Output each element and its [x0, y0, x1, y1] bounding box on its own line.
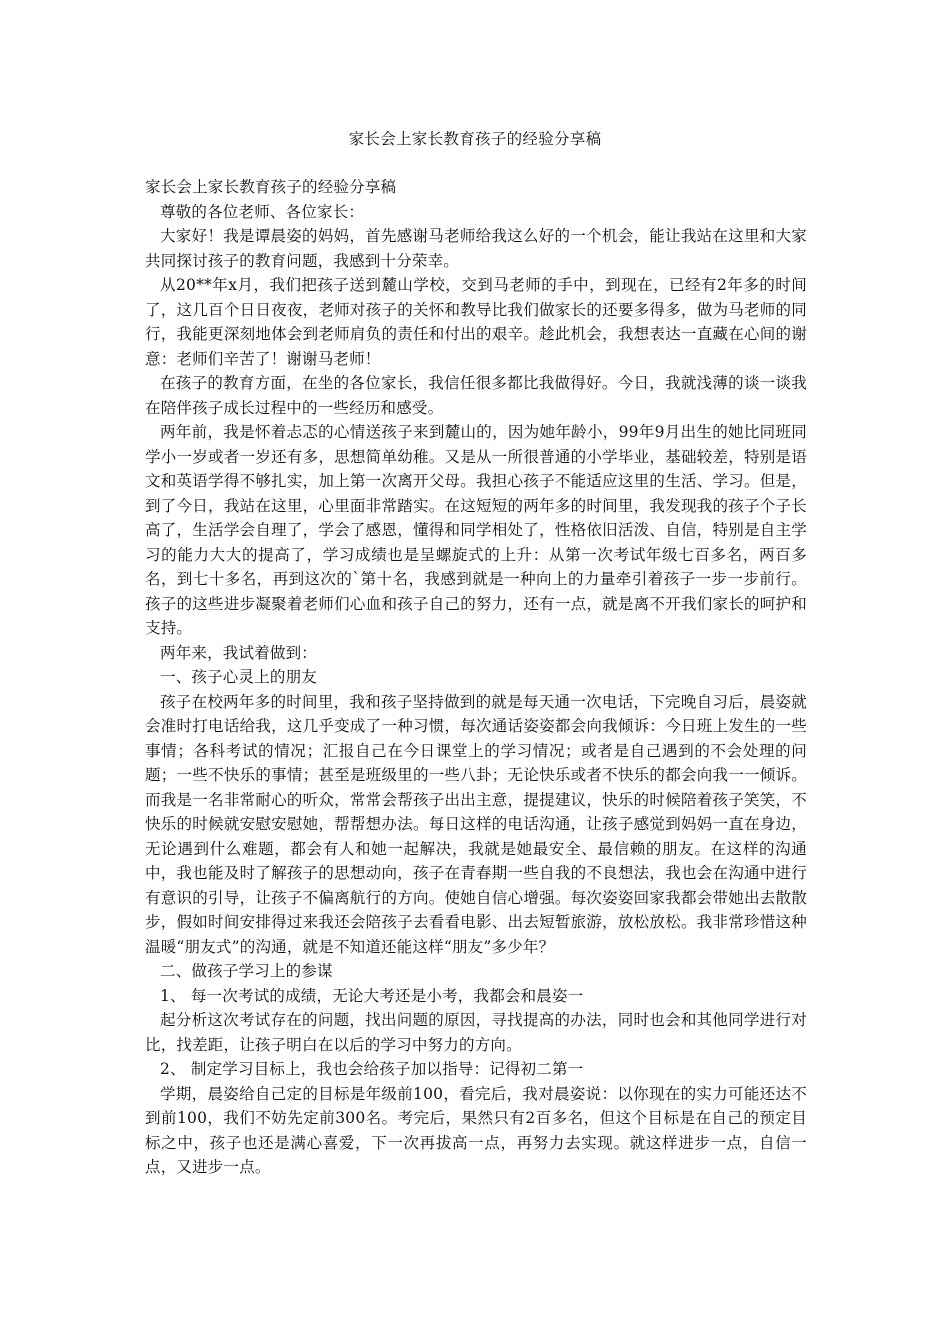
paragraph: 两年前，我是怀着忐忑的心情送孩子来到麓山的，因为她年龄小，99年9月出生的她比同班同学小一岁或者一岁还有多，思想简单幼稚。又是从一所很普通的小学毕业，基础较差，特别是语文和英语学得不够扎实，加上第一次离开父母。我担心孩子不能适应这里的生活、学习。但是，到了今日，我站在这里，心里面非常踏实。在这短短的两年多的时间里，我发现我的孩子个子长高了，生活学会自理了，学会了感恩，懂得和同学相处了，性格依旧活泼、自信，特别是自主学习的能力大大的提高了，学习成绩也是呈螺旋式的上升：从第一次考试年级七百多名，两百多名，到七十多名，再到这次的`第十名，我感到就是一种向上的力量牵引着孩子一步一步前行。孩子的这些进步凝聚着老师们心血和孩子自己的努力，还有一点，就是离不开我们家长的呵护和支持。 [145, 423, 807, 637]
paragraph: 大家好！我是谭晨姿的妈妈，首先感谢马老师给我这么好的一个机会，能让我站在这里和大家共同探讨孩子的教育问题，我感到十分荣幸。 [145, 227, 807, 270]
document-body [145, 175, 807, 1180]
section-heading: 一、孩子心灵上的朋友 [160, 668, 318, 686]
paragraph: 两年来，我试着做到： [160, 643, 318, 662]
section-heading: 二、做孩子学习上的参谋 [160, 962, 333, 980]
salutation: 尊敬的各位老师、各位家长： [160, 202, 365, 221]
paragraph: 孩子在校两年多的时间里，我和孩子坚持做到的就是每天通一次电话，下完晚自习后，晨姿就会准时打电话给我，这几乎变成了一种习惯，每次通话姿姿都会向我倾诉：今日班上发生的一些事情；各科考试的情况；汇报自己在今日课堂上的学习情况；或者是自己遇到的不会处理的问题；一些不快乐的事情；甚至是班级里的一些八卦；无论快乐或者不快乐的都会向我一一倾诉。而我是一名非常耐心的听众，常常会帮孩子出出主意，提提建议，快乐的时候陪着孩子笑笑，不快乐的时候就安慰安慰她，帮帮想办法。每日这样的电话沟通，让孩子感觉到妈妈一直在身边，无论遇到什么难题，都会有人和她一起解决，我就是她最安全、最信赖的朋友。在这样的沟通中，我也能及时了解孩子的思想动向，孩子在青春期一些自我的不良想法，我也会在沟通中进行有意识的引导，让孩子不偏离航行的方向。使她自信心增强。每次姿姿回家我都会带她出去散散步，假如时间安排得过来我还会陪孩子去看看电影、出去短暂旅游，放松放松。我非常珍惜这种温暖“朋友式”的沟通，就是不知道还能这样“朋友”多少年？ [145, 692, 807, 956]
paragraph: 在孩子的教育方面，在坐的各位家长，我信任很多都比我做得好。今日，我就浅薄的谈一谈我在陪伴孩子成长过程中的一些经历和感受。 [145, 374, 807, 417]
body-heading: 家长会上家长教育孩子的经验分享稿 [145, 178, 397, 196]
list-item: 1、 每一次考试的成绩，无论大考还是小考，我都会和晨姿一 [160, 986, 584, 1005]
paragraph: 起分析这次考试存在的问题，找出问题的原因，寻找提高的办法，同时也会和其他同学进行对比，找差距，让孩子明白在以后的学习中努力的方向。 [145, 1011, 807, 1054]
document-title: 家长会上家长教育孩子的经验分享稿 [348, 130, 602, 148]
paragraph: 学期，晨姿给自己定的目标是年级前100，看完后，我对晨姿说：以你现在的实力可能还达不到前100，我们不妨先定前300名。考完后，果然只有2百多名，但这个目标是在自己的预定目标之中，孩子也还是满心喜爱，下一次再拔高一点，再努力去实现。就这样进步一点，自信一点，又进步一点。 [145, 1084, 807, 1176]
list-item: 2、 制定学习目标上，我也会给孩子加以指导：记得初二第一 [160, 1060, 584, 1078]
paragraph: 从20**年x月，我们把孩子送到麓山学校，交到马老师的手中，到现在，已经有2年多的时间了，这几百个日日夜夜，老师对孩子的关怀和教导比我们做家长的还要多得多，做为马老师的同行，我能更深刻地体会到老师肩负的责任和付出的艰辛。趁此机会，我想表达一直藏在心间的谢意：老师们辛苦了！谢谢马老师！ [145, 276, 807, 368]
